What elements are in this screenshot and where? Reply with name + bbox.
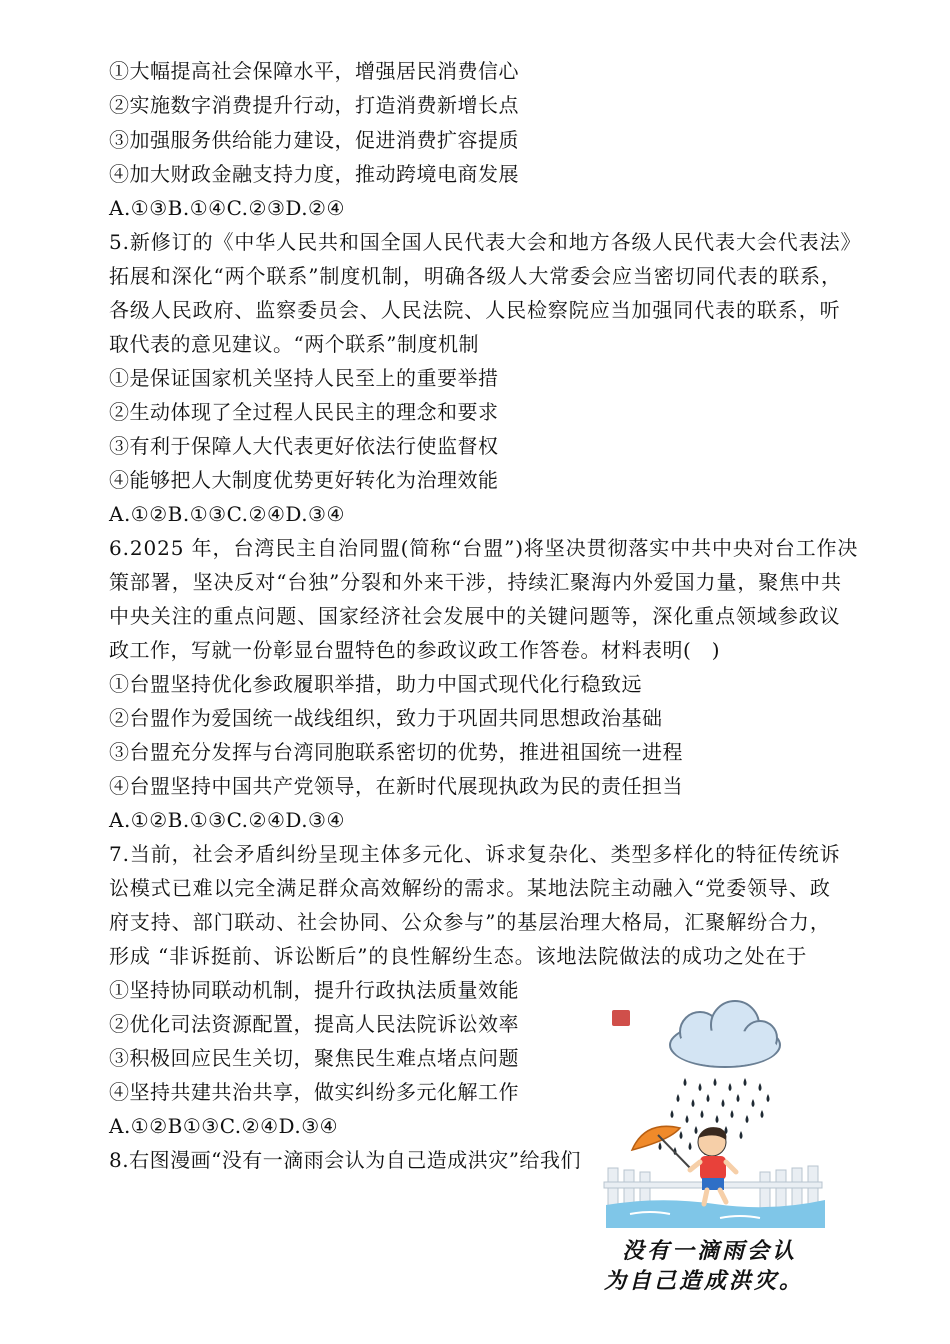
seal-stamp-icon	[612, 1010, 630, 1026]
q5-stem-line-1: 5.新修订的《中华人民共和国全国人民代表大会和地方各级人民代表大会代表法》	[109, 230, 862, 254]
raindrop	[689, 1142, 692, 1150]
q7-stem-line-3: 府支持、部门联动、社会协同、公众参与”的基层治理大格局，汇聚解纷合力，	[109, 910, 831, 934]
rain-cloud-icon	[670, 1001, 780, 1067]
q7-option-1: ①坚持协同联动机制，提升行政执法质量效能	[109, 978, 519, 1002]
umbrella-icon	[632, 1126, 692, 1170]
raindrop	[767, 1094, 770, 1102]
q5-answer-choices: A.①②B.①③C.②④D.③④	[109, 502, 345, 526]
raindrop	[692, 1099, 695, 1107]
q6-stem-line-2: 策部署，坚决反对“台独”分裂和外来干涉，持续汇聚海内外爱国力量，聚焦中共	[109, 570, 842, 594]
q6-stem-line-1: 6.2025 年，台湾民主自治同盟(简称“台盟”)将坚决贯彻落实中共中央对台工作决	[109, 536, 859, 560]
raindrop	[699, 1083, 702, 1091]
raindrop	[716, 1115, 719, 1123]
raindrop	[677, 1094, 680, 1102]
raindrop	[707, 1094, 710, 1102]
raindrop	[761, 1110, 764, 1118]
q4-option-1: ①大幅提高社会保障水平，增强居民消费信心	[109, 59, 519, 83]
q6-option-2: ②台盟作为爱国统一战线组织，致力于巩固共同思想政治基础	[109, 706, 663, 730]
raindrop	[695, 1126, 698, 1134]
raindrop	[740, 1131, 743, 1139]
q8-stem: 8.右图漫画“没有一滴雨会认为自己造成洪灾”给我们	[109, 1148, 582, 1172]
q6-stem-line-3: 中央关注的重点问题、国家经济社会发展中的关键问题等，深化重点领域参政议	[109, 604, 841, 628]
boy-character-icon	[690, 1127, 736, 1204]
q5-stem-line-3: 各级人民政府、监察委员会、人民法院、人民检察院应当加强同代表的联系，听	[109, 298, 841, 322]
q5-option-4: ④能够把人大制度优势更好转化为治理效能	[109, 468, 499, 492]
q4-option-2: ②实施数字消费提升行动，打造消费新增长点	[109, 93, 519, 117]
q5-option-2: ②生动体现了全过程人民民主的理念和要求	[109, 400, 499, 424]
q7-stem-line-4: 形成 “非诉挺前、诉讼断后”的良性解纷生态。该地法院做法的成功之处在于	[109, 944, 808, 968]
raindrop	[686, 1115, 689, 1123]
q4-option-4: ④加大财政金融支持力度，推动跨境电商发展	[109, 162, 519, 186]
q5-option-3: ③有利于保障人大代表更好依法行使监督权	[109, 434, 499, 458]
q7-option-4: ④坚持共建共治共享，做实纠纷多元化解工作	[109, 1080, 519, 1104]
q7-stem-line-2: 讼模式已难以完全满足群众高效解纷的需求。某地法院主动融入“党委领导、政	[109, 876, 831, 900]
cartoon-caption-line-2: 为自己造成洪灾。	[604, 1269, 805, 1294]
raindrop	[752, 1099, 755, 1107]
q7-option-3: ③积极回应民生关切，聚焦民生难点堵点问题	[109, 1046, 519, 1070]
raindrop	[744, 1078, 747, 1086]
raindrop	[759, 1083, 762, 1091]
raindrop	[731, 1110, 734, 1118]
raindrop	[701, 1110, 704, 1118]
raindrop	[746, 1115, 749, 1123]
raindrop	[684, 1078, 687, 1086]
raindrop	[671, 1110, 674, 1118]
q6-option-4: ④台盟坚持中国共产党领导，在新时代展现执政为民的责任担当	[109, 774, 683, 798]
q5-stem-line-2: 拓展和深化“两个联系”制度机制，明确各级人大常委会应当密切同代表的联系，	[109, 264, 842, 288]
q7-stem-line-1: 7.当前，社会矛盾纠纷呈现主体多元化、诉求复杂化、类型多样化的特征传统诉	[109, 842, 841, 866]
q4-option-3: ③加强服务供给能力建设，促进消费扩容提质	[109, 128, 519, 152]
q7-option-2: ②优化司法资源配置，提高人民法院诉讼效率	[109, 1012, 519, 1036]
q5-stem-line-4: 取代表的意见建议。“两个联系”制度机制	[109, 332, 479, 356]
q5-option-1: ①是保证国家机关坚持人民至上的重要举措	[109, 366, 499, 390]
q7-answer-choices: A.①②B①③C.②④D.③④	[109, 1114, 339, 1138]
raindrop	[659, 1142, 662, 1150]
raindrop	[729, 1083, 732, 1091]
raindrop	[714, 1078, 717, 1086]
q6-answer-choices: A.①②B.①③C.②④D.③④	[109, 808, 345, 832]
cartoon-caption-line-1: 没有一滴雨会认	[622, 1239, 798, 1264]
q6-option-1: ①台盟坚持优化参政履职举措，助力中国式现代化行稳致远	[109, 672, 642, 696]
q6-stem-line-4: 政工作，写就一份彰显台盟特色的参政议政工作答卷。材料表明( )	[109, 638, 721, 662]
raindrop	[680, 1131, 683, 1139]
raindrop	[722, 1099, 725, 1107]
q4-answer-choices: A.①③B.①④C.②③D.②④	[109, 196, 345, 220]
q6-option-3: ③台盟充分发挥与台湾同胞联系密切的优势，推进祖国统一进程	[109, 740, 683, 764]
raindrop	[737, 1094, 740, 1102]
